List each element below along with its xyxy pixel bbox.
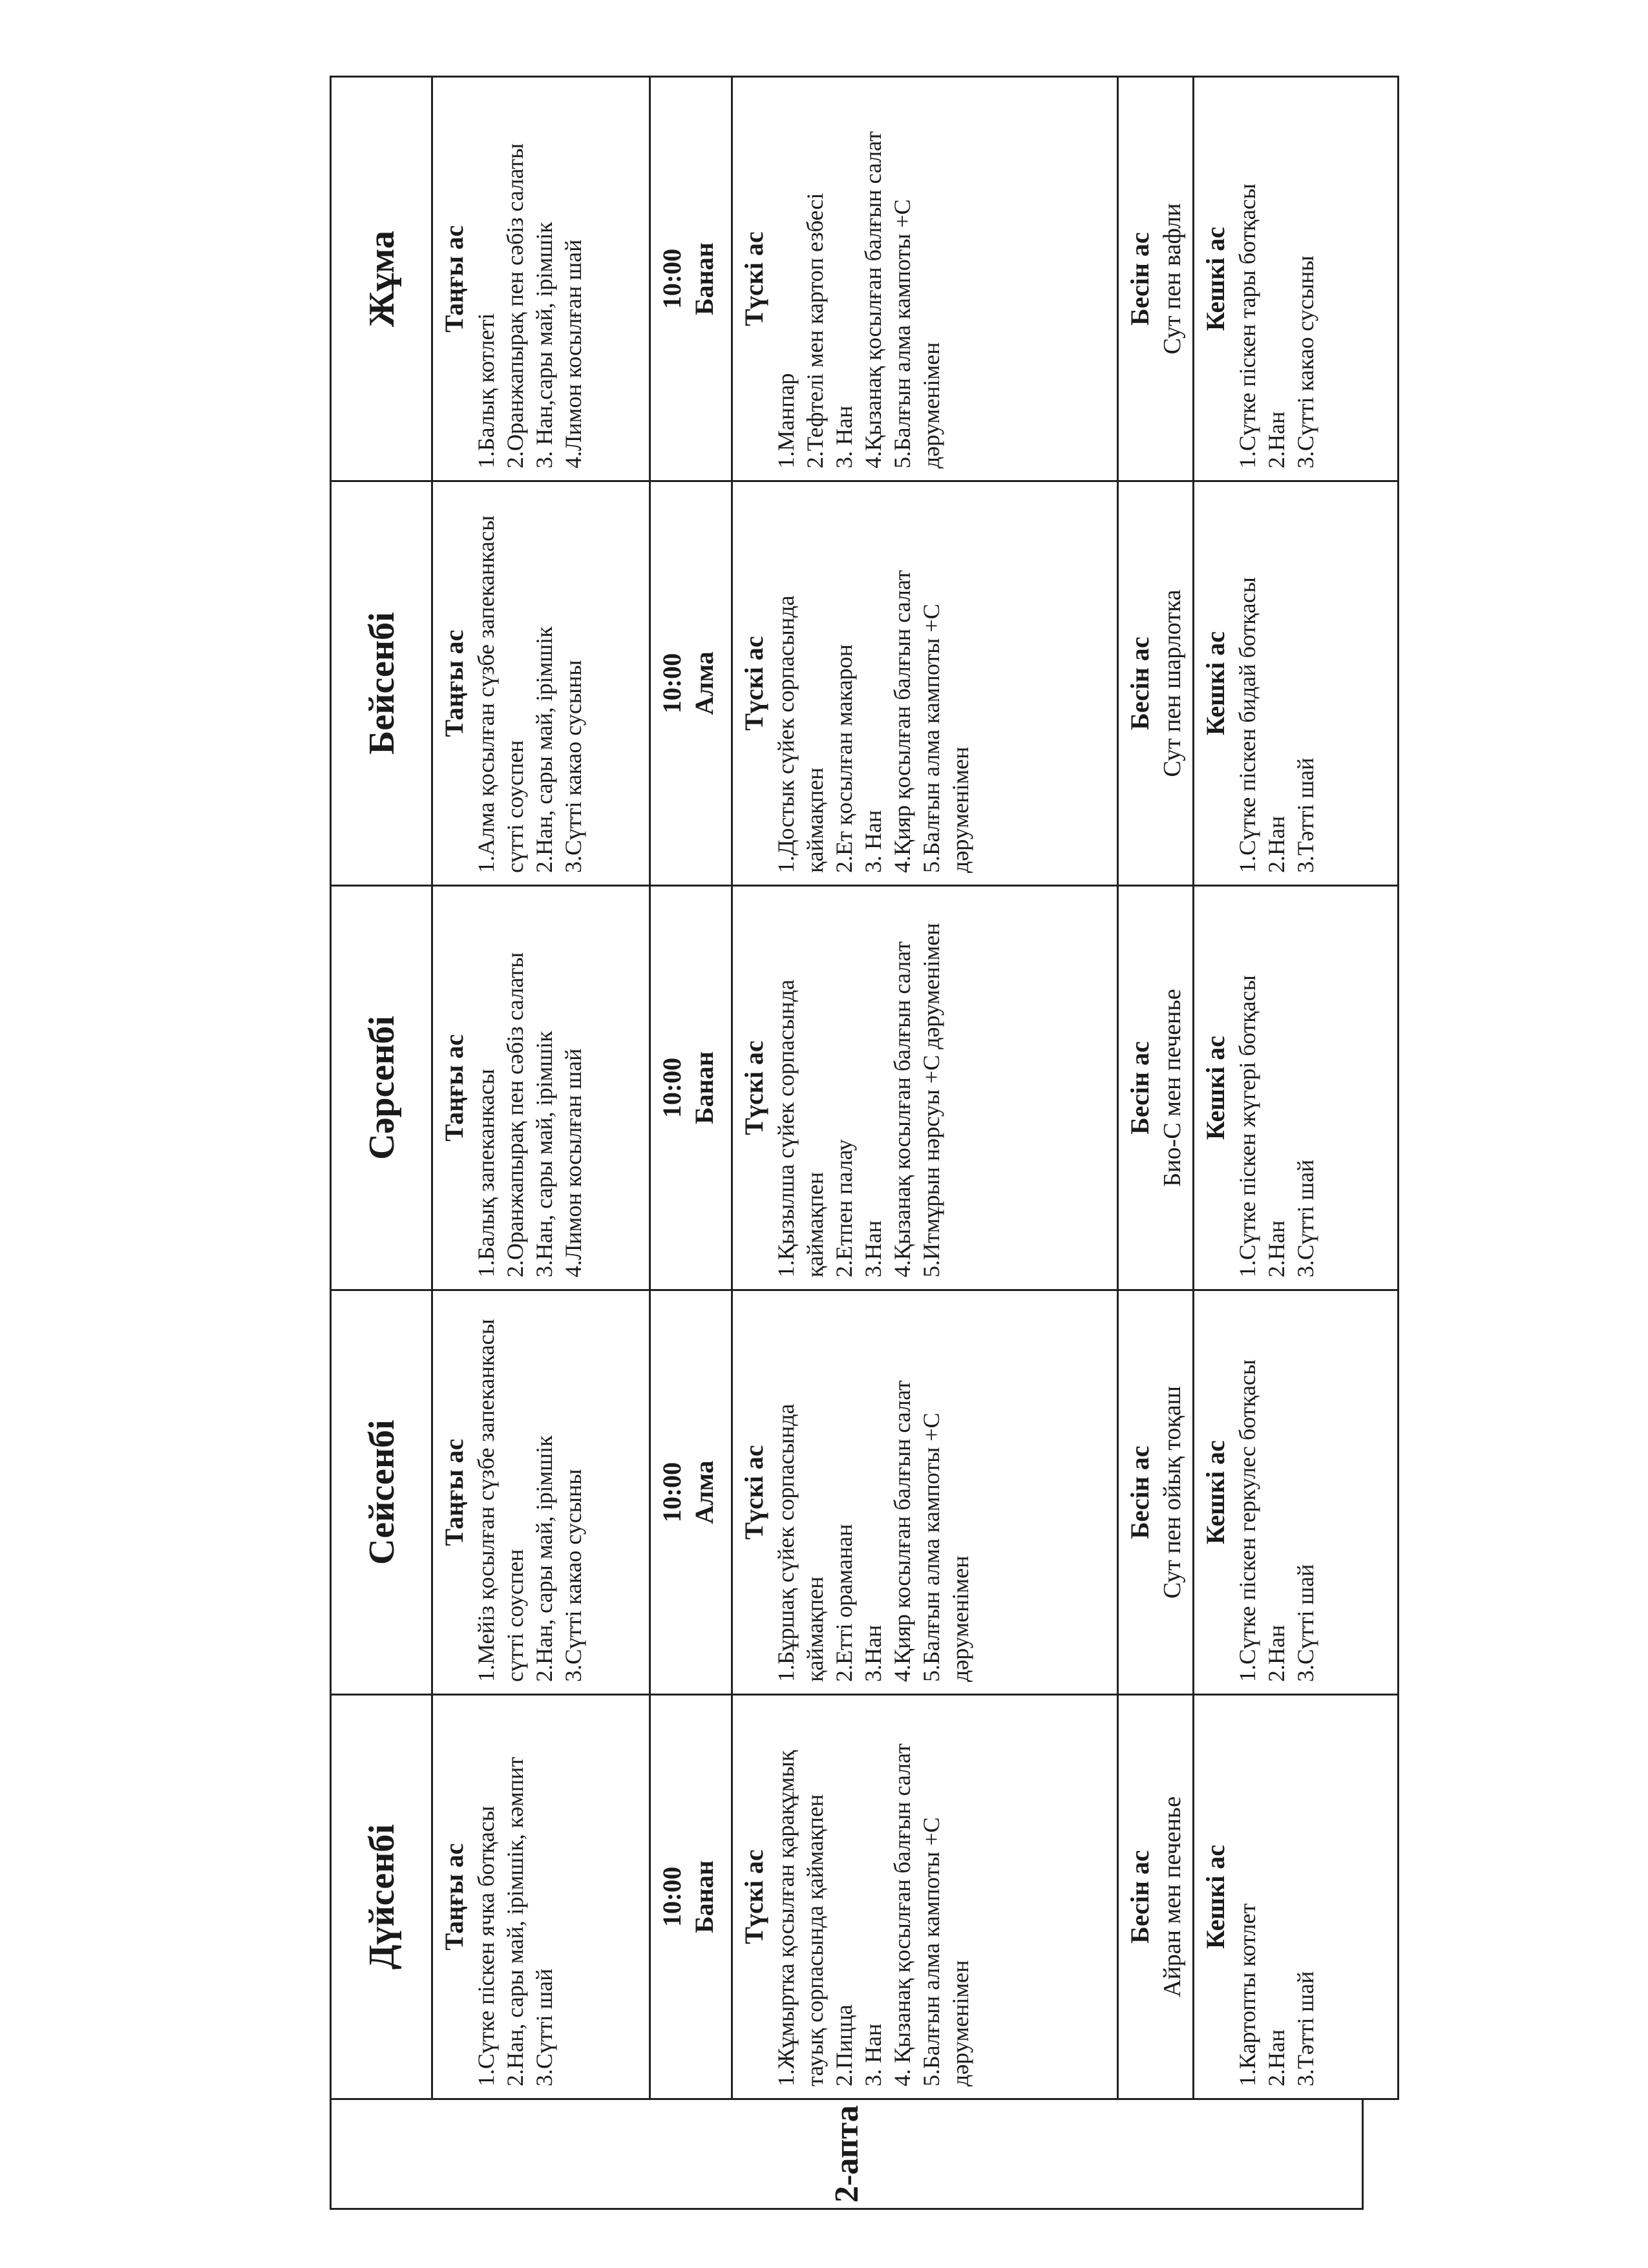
lunch-item: 5.Балғын алма кампоты +С дәруменімен bbox=[918, 1817, 973, 2086]
afternoon-cell-tuesday bbox=[1118, 1290, 1194, 1695]
dinner-item: 2.Нан bbox=[1263, 1624, 1289, 1682]
day-header-row bbox=[331, 77, 432, 2099]
lunch-item: 3.Нан bbox=[860, 1624, 886, 1682]
afternoon-title: Бесін ас bbox=[1125, 1850, 1154, 1944]
snack-time: 10:00 bbox=[657, 248, 686, 310]
breakfast-title: Таңғы ас bbox=[439, 1438, 469, 1546]
breakfast-item: 3.Сүтті какао сусыны bbox=[560, 660, 586, 873]
lunch-item: 4.Қияр қосылған балғын салат bbox=[889, 570, 915, 873]
breakfast-item: 4.Лимон косылған шай bbox=[560, 239, 586, 468]
dinner-item: 2.Нан bbox=[1263, 1220, 1289, 1277]
lunch-title: Түскі ас bbox=[739, 231, 768, 326]
dinner-item: 2.Нан bbox=[1263, 411, 1289, 468]
breakfast-item: 3.Нан, сары май, ірімшік bbox=[531, 1031, 557, 1277]
breakfast-item: 3. Нан,сары май, ірімшік bbox=[531, 222, 557, 468]
afternoon-food: Сут пен ойық тоқаш bbox=[1159, 1385, 1186, 1599]
breakfast-title: Таңғы ас bbox=[439, 1034, 469, 1142]
snack-time: 10:00 bbox=[657, 1462, 686, 1523]
breakfast-cell-monday bbox=[432, 1695, 650, 2099]
snack-cell-friday bbox=[650, 77, 732, 481]
dinner-item: 3.Тәтті шай bbox=[1293, 757, 1318, 873]
lunch-item: 3.Нан bbox=[860, 1220, 886, 1277]
snack-time: 10:00 bbox=[657, 653, 686, 714]
lunch-cell-tuesday bbox=[732, 1290, 1118, 1695]
lunch-title: Түскі ас bbox=[739, 1849, 768, 1944]
snack-time: 10:00 bbox=[657, 1057, 686, 1118]
afternoon-food: Сут пен вафли bbox=[1159, 203, 1186, 355]
lunch-row bbox=[732, 77, 1118, 2099]
lunch-item: 2.Етті ораманан bbox=[831, 1524, 857, 1682]
afternoon-cell-wednesday bbox=[1118, 886, 1194, 1290]
snack-cell-monday bbox=[650, 1695, 732, 2099]
snack-cell-thursday bbox=[650, 481, 732, 886]
dinner-cell-friday bbox=[1194, 77, 1399, 481]
day-header-wednesday: Сәрсенбі bbox=[331, 886, 432, 1290]
afternoon-cell-thursday bbox=[1118, 481, 1194, 886]
dinner-item: 3.Сүтті шай bbox=[1293, 1564, 1318, 1682]
breakfast-item: 1.Балық запеканкасы bbox=[473, 1069, 499, 1277]
breakfast-cell-friday bbox=[432, 77, 650, 481]
afternoon-cell-friday bbox=[1118, 77, 1194, 481]
breakfast-cell-thursday bbox=[432, 481, 650, 886]
lunch-cell-friday bbox=[732, 77, 1118, 481]
lunch-item: 3. Нан bbox=[860, 810, 886, 873]
dinner-item: 1.Сүтке піскен бидай ботқасы bbox=[1234, 577, 1260, 873]
snack-food: Алма bbox=[690, 651, 719, 715]
lunch-item: 1.Бұршақ сүйек сорпасында қаймақпен bbox=[773, 1403, 828, 1682]
dinner-title: Кешкі ас bbox=[1201, 1845, 1230, 1949]
lunch-item: 3. Нан bbox=[831, 405, 857, 468]
lunch-item: 4.Қияр косылған балғын салат bbox=[889, 1380, 915, 1682]
day-header-monday: Дүйсенбі bbox=[331, 1695, 432, 2099]
snack-food: Алма bbox=[690, 1460, 719, 1524]
afternoon-title: Бесін ас bbox=[1125, 232, 1154, 326]
lunch-item: 3. Нан bbox=[860, 2023, 886, 2086]
afternoon-cell-monday bbox=[1118, 1695, 1194, 2099]
afternoon-row bbox=[1118, 77, 1194, 2099]
breakfast-item: 1.Сүтке піскен ячка ботқасы bbox=[473, 1805, 499, 2086]
breakfast-item: 2.Нан, сары май, ірімшік bbox=[531, 626, 557, 873]
lunch-title: Түскі ас bbox=[739, 1445, 768, 1540]
afternoon-title: Бесін ас bbox=[1125, 636, 1154, 730]
snack-food: Банан bbox=[690, 242, 719, 315]
lunch-item: 5.Балғын алма кампоты +С дәруменімен bbox=[889, 199, 944, 468]
lunch-title: Түскі ас bbox=[739, 636, 768, 731]
lunch-item: 1.Жұмыртка қосылған қарақұмық тауық сорпасында қаймақпен bbox=[773, 1750, 828, 2086]
lunch-item: 4.Қызанақ қосылған балғын салат bbox=[860, 131, 886, 468]
lunch-item: 2.Пицца bbox=[831, 2004, 857, 2086]
breakfast-item: 1.Балық котлеті bbox=[473, 313, 499, 468]
rotated-page bbox=[330, 78, 1364, 2210]
breakfast-title: Таңғы ас bbox=[439, 225, 469, 333]
snack-time: 10:00 bbox=[657, 1866, 686, 1927]
lunch-item: 4. Қызанақ қосылған балғын салат bbox=[889, 1743, 915, 2086]
afternoon-food: Био-С мен печенье bbox=[1159, 989, 1186, 1187]
dinner-item: 3.Сүтті какао сусыны bbox=[1293, 255, 1318, 468]
breakfast-title: Таңғы ас bbox=[439, 1843, 469, 1951]
menu-body bbox=[432, 77, 1399, 2099]
dinner-title: Кешкі ас bbox=[1201, 1036, 1230, 1140]
lunch-cell-thursday bbox=[732, 481, 1118, 886]
breakfast-item: 2.Нан, сары май, ірімшік, кәмпит bbox=[502, 1756, 528, 2086]
day-header-tuesday: Сейсенбі bbox=[331, 1290, 432, 1695]
breakfast-item: 2.Оранжапырақ пен сәбіз салаты bbox=[502, 143, 528, 468]
dinner-item: 3.Сүтті шай bbox=[1293, 1159, 1318, 1277]
lunch-item: 1.Қызылша сүйек сорпасында қаймақпен bbox=[773, 980, 828, 1277]
dinner-item: 2.Нан bbox=[1263, 815, 1289, 873]
dinner-title: Кешкі ас bbox=[1201, 1440, 1230, 1544]
afternoon-title: Бесін ас bbox=[1125, 1445, 1154, 1539]
snack-food: Банан bbox=[690, 1051, 719, 1124]
lunch-item: 2.Тефтелі мен картоп езбесі bbox=[802, 193, 828, 468]
breakfast-item: 2.Оранжапырақ пен сәбіз салаты bbox=[502, 952, 528, 1277]
dinner-cell-monday bbox=[1194, 1695, 1399, 2099]
afternoon-title: Бесін ас bbox=[1125, 1041, 1154, 1135]
menu-table bbox=[330, 76, 1399, 2100]
dinner-cell-tuesday bbox=[1194, 1290, 1399, 1695]
lunch-item: 5.Балғын алма кампоты +С дәруменімен bbox=[918, 1412, 973, 1682]
lunch-item: 4.Қызанақ косылған балғын салат bbox=[889, 941, 915, 1277]
day-header-thursday: Бейсенбі bbox=[331, 481, 432, 886]
lunch-item: 1.Достык сүйек сорпасында қаймақпен bbox=[773, 595, 828, 873]
dinner-item: 1.Сүтке піскен жүгері ботқасы bbox=[1234, 975, 1260, 1277]
dinner-item: 1.Сүтке піскен геркулес ботқасы bbox=[1234, 1359, 1260, 1682]
lunch-item: 2.Етпен палау bbox=[831, 1139, 857, 1277]
lunch-cell-monday bbox=[732, 1695, 1118, 2099]
afternoon-food: Айран мен печенье bbox=[1159, 1796, 1186, 1997]
afternoon-food: Сут пен шарлотка bbox=[1159, 589, 1186, 777]
snack-row bbox=[650, 77, 732, 2099]
snack-food: Банан bbox=[690, 1860, 719, 1933]
dinner-cell-thursday bbox=[1194, 481, 1399, 886]
breakfast-item: 1.Мейіз қосылған сүзбе запеканкасы сүтті соуспен bbox=[473, 1319, 528, 1682]
breakfast-title: Таңғы ас bbox=[439, 629, 469, 737]
breakfast-item: 3.Сүтті какао сусыны bbox=[560, 1469, 586, 1682]
dinner-title: Кешкі ас bbox=[1201, 227, 1230, 331]
breakfast-item: 2.Нан, сары май, ірімшік bbox=[531, 1435, 557, 1682]
lunch-title: Түскі ас bbox=[739, 1040, 768, 1135]
breakfast-row bbox=[432, 77, 650, 2099]
dinner-cell-wednesday bbox=[1194, 886, 1399, 1290]
day-header-friday: Жұма bbox=[331, 77, 432, 481]
breakfast-item: 1.Алма қосылған сүзбе запеканкасы сүтті соуспен bbox=[473, 515, 528, 873]
lunch-item: 5.Итмұрын нәрсуы +С дәруменімен bbox=[918, 923, 944, 1277]
week-label-text: 2-апта bbox=[828, 2105, 865, 2203]
lunch-item: 2.Ет қосылған макарон bbox=[831, 644, 857, 873]
dinner-item: 2.Нан bbox=[1263, 2029, 1289, 2086]
breakfast-cell-wednesday bbox=[432, 886, 650, 1290]
snack-cell-wednesday bbox=[650, 886, 732, 1290]
dinner-item: 1.Сүтке піскен тары ботқасы bbox=[1234, 184, 1260, 468]
dinner-row bbox=[1194, 77, 1399, 2099]
dinner-title: Кешкі ас bbox=[1201, 631, 1230, 735]
breakfast-item: 4.Лимон косылған шай bbox=[560, 1048, 586, 1277]
lunch-cell-wednesday bbox=[732, 886, 1118, 1290]
dinner-item: 3.Тәтті шай bbox=[1293, 1971, 1318, 2086]
lunch-item: 5.Балғын алма кампоты +С дәруменімен bbox=[918, 604, 973, 873]
week-label bbox=[330, 2100, 1364, 2210]
breakfast-item: 3.Сүтті шай bbox=[531, 1968, 557, 2086]
dinner-item: 1.Картопты котлет bbox=[1234, 1903, 1260, 2086]
snack-cell-tuesday bbox=[650, 1290, 732, 1695]
lunch-item: 1.Манпар bbox=[773, 373, 799, 468]
breakfast-cell-tuesday bbox=[432, 1290, 650, 1695]
